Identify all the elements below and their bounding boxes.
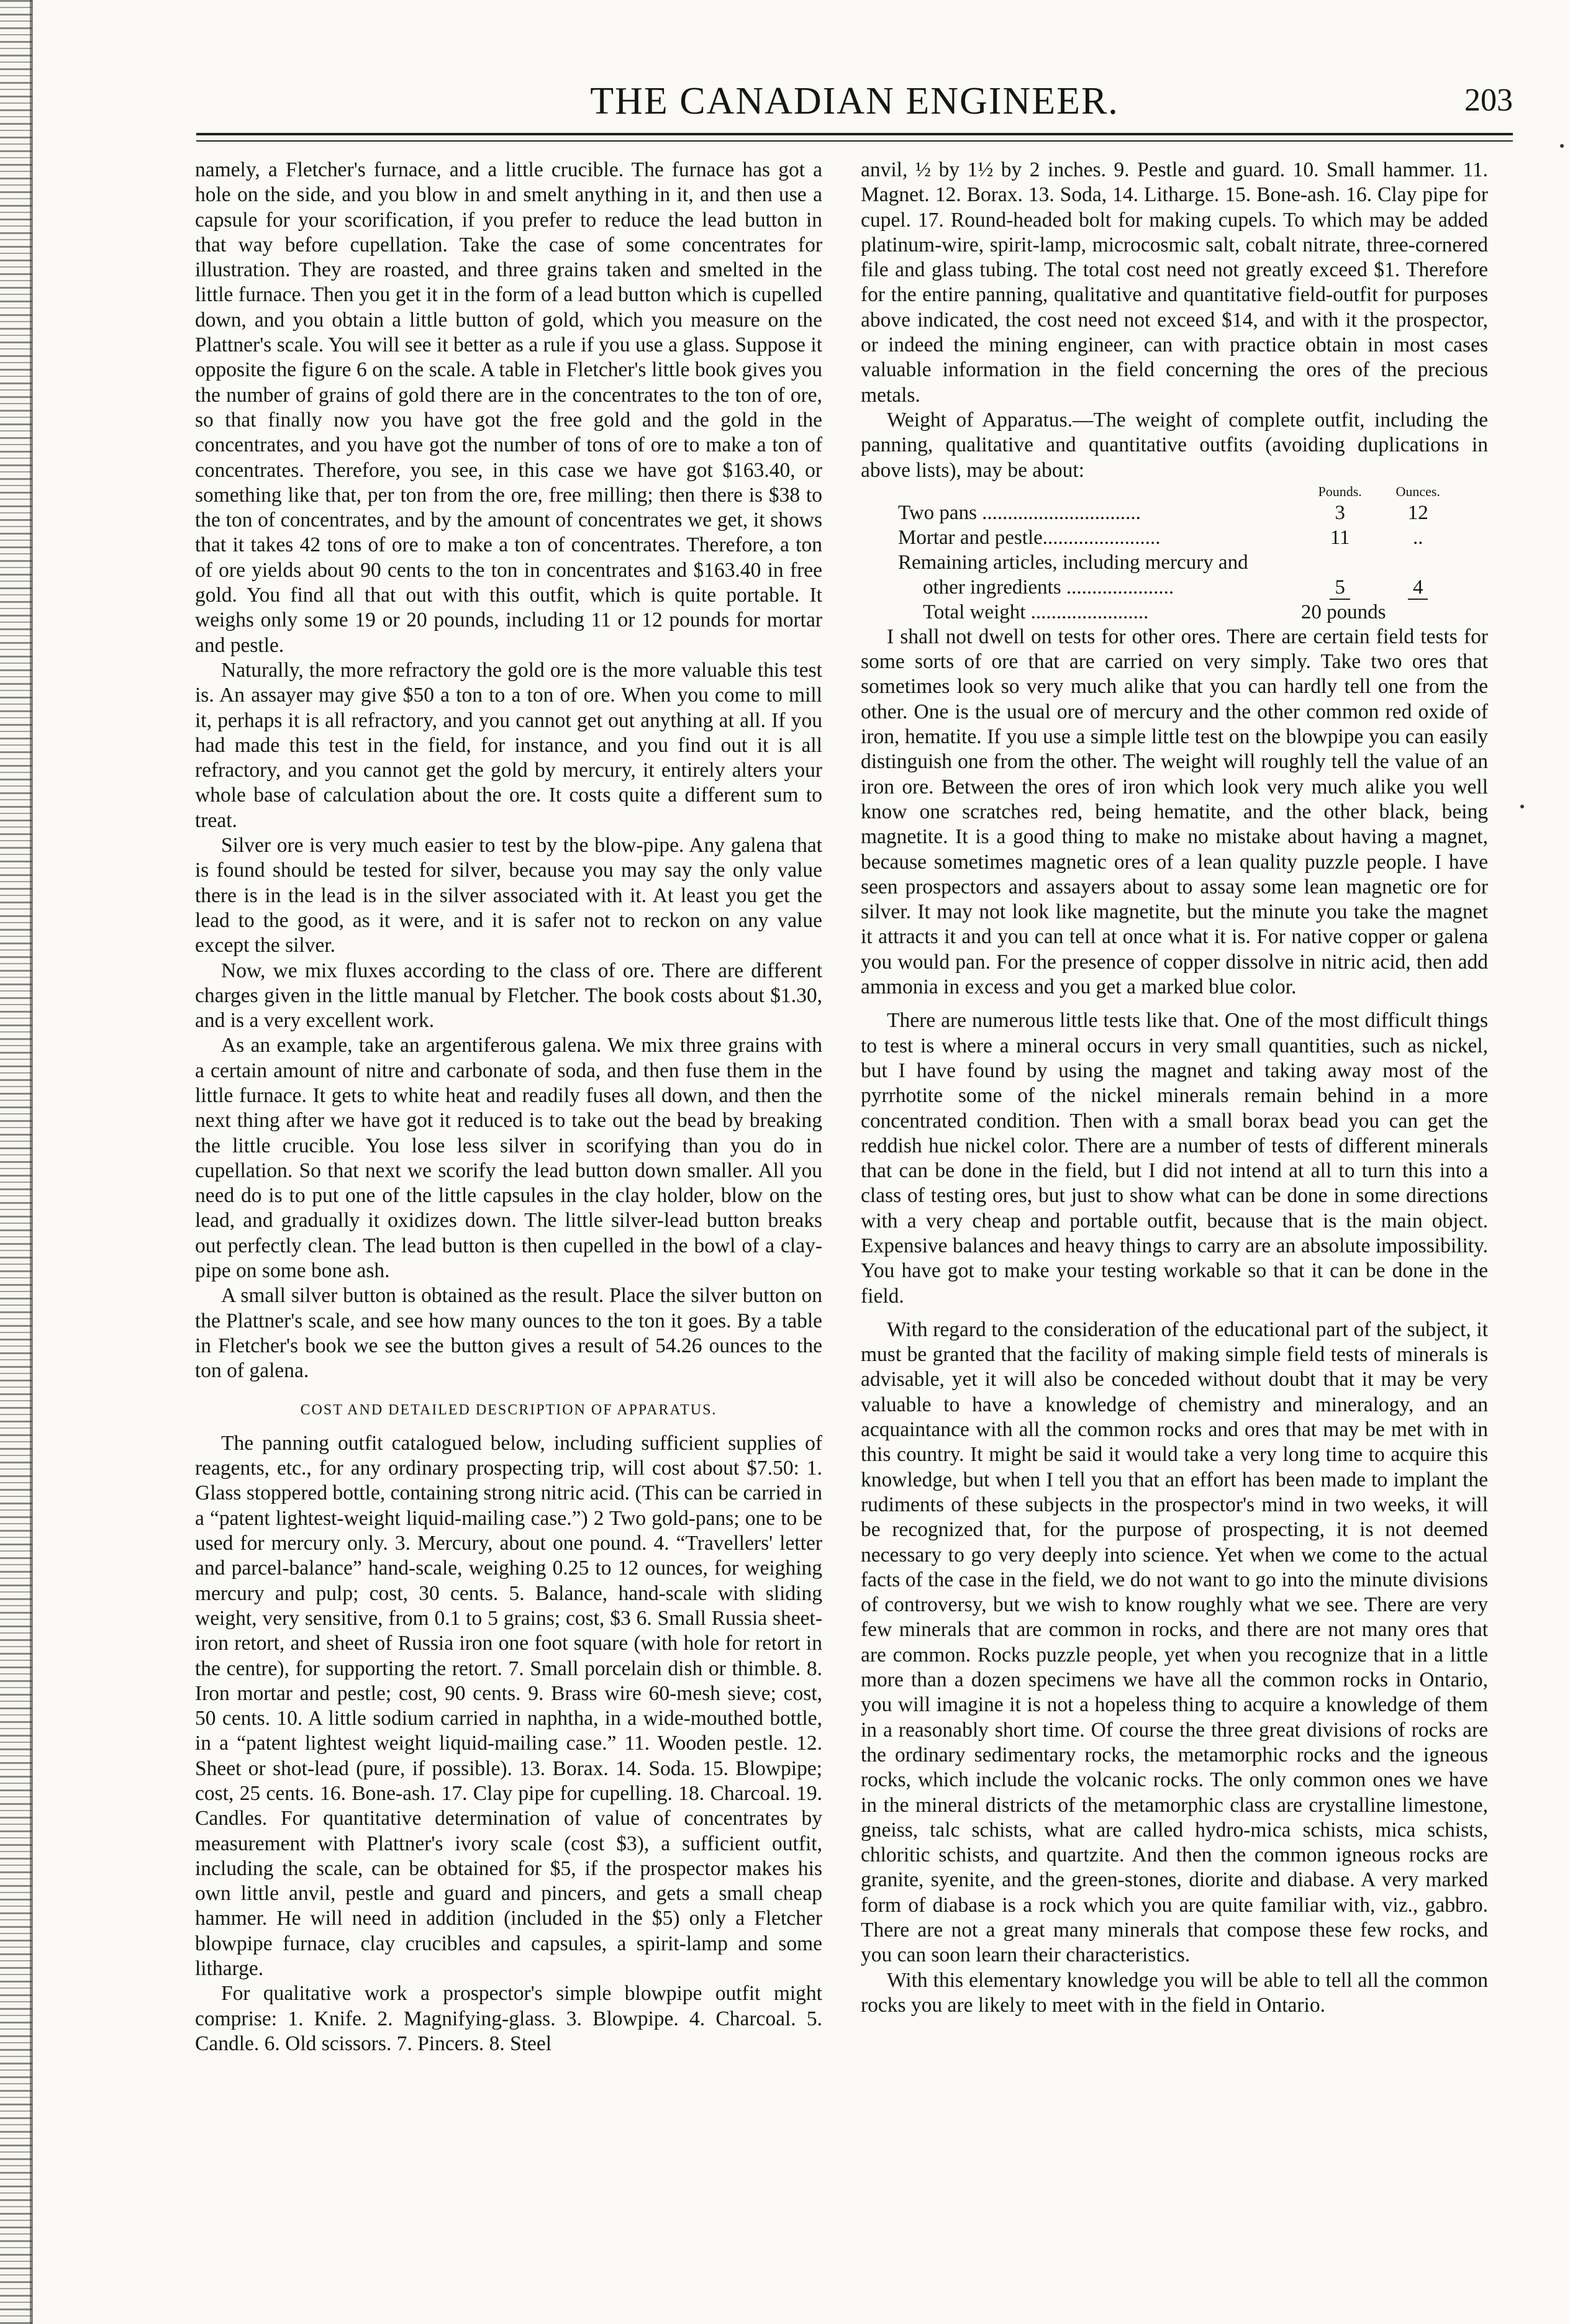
table-cell-item: other ingredients ..................... bbox=[923, 576, 1174, 599]
page-number: 203 bbox=[1464, 83, 1513, 118]
table-cell-ounces: 12 bbox=[1407, 501, 1428, 524]
paragraph: A small silver button is obtained as the result. Place the silver button on the Plattner's scale, and see how many ounces to the ton it goes. By a table in Fletcher's book we see the button gives a result of 54.26 ounces to the ton of galena. bbox=[195, 1284, 822, 1383]
table-row bbox=[898, 525, 1457, 550]
table-cell-item: Remaining articles, including mercury and bbox=[898, 551, 1248, 574]
table-cell-item: Two pans ............................... bbox=[898, 501, 1141, 524]
table-header-row bbox=[898, 483, 1457, 500]
paragraph: Weight of Apparatus.—The weight of complete outfit, including the panning, qualitative and quantitative outfits (avoiding duplications in above lists), may be about: bbox=[861, 408, 1488, 482]
paragraph: Naturally, the more refractory the gold ore is the more valuable this test is. An assayer may give $50 a ton to a ton of ore. When you come to mill it, perhaps it is all refractory, and you cannot get out anything at all. If you had made this test in the field, for instance, and you find out it is all refractory, and you cannot get the gold by mercury, it entirely alters your whole base of calculation about the ore. It costs quite a different sum to treat. bbox=[195, 658, 822, 832]
table-cell-pounds: 11 bbox=[1330, 526, 1350, 549]
column-header-pounds: Pounds. bbox=[1318, 483, 1362, 499]
paragraph: Now, we mix fluxes according to the class of ore. There are different charges given in the little manual by Fletcher. The book costs about $1.30, and is a very excellent work. bbox=[195, 959, 822, 1033]
paragraph: For qualitative work a prospector's simple blowpipe outfit might comprise: 1. Knife. 2. Magnifying-glass. 3. Blowpipe. 4. Charcoal. 5. Candle. 6. Old scissors. 7. Pincers. 8. Steel bbox=[195, 1982, 822, 2055]
print-speck bbox=[1560, 144, 1564, 148]
table-cell-pounds: 3 bbox=[1335, 501, 1345, 524]
weights-table bbox=[898, 483, 1457, 625]
paragraph: anvil, ½ by 1½ by 2 inches. 9. Pestle and guard. 10. Small hammer. 11. Magnet. 12. Borax. 13. Soda, 14. Litharge. 15. Bone-ash. 16. Clay pipe for cupel. 17. Round-headed bolt for making cupels. To which may be added platinum-wire, spirit-lamp, microcosmic salt, cobalt nitrate, three-cornered file and glass tubing. The total cost need not greatly exceed $1. Therefore for the entire panning, qualitative and quantitative field-outfit for purposes above indicated, the cost need not exceed $14, and with it the prospector, or indeed the mining engineer, can with practice obtain in most cases valuable information in the field concerning the ores of the precious metals. bbox=[861, 158, 1488, 407]
paragraph: namely, a Fletcher's furnace, and a little crucible. The furnace has got a hole on the side, and you blow in and smelt anything in it, and then use a capsule for your scorification, if you prefer to reduce the lead button in that way before cupellation. Take the case of some concentrates for illustration. They are roasted, and three grains taken and smelted in the little furnace. Then you get it in the form of a lead button which is cupelled down, and you obtain a little button of gold, which you measure on the Plattner's scale. You will see it better as a rule if you use a glass. Suppose it opposite the figure 6 on the scale. A table in Fletcher's little book gives you the number of grains of gold there are in the concentrates to the ton of ore, so that finally now you have got the free gold and the gold in the concentrates, and you have got the number of tons of ore to make a ton of concentrates. Therefore, you see, in this case we have got $163.40, or something like that, per ton from the ore, free milling; then there is $38 to the ton of concentrates, and by the amount of concentrates we get, it shows that it takes 42 tons of ore to make a ton of concentrates. Therefore, a ton of ore yields about 90 cents to the ton in concentrates and $163.40 in free gold. You find all that out with this outfit, which is quite portable. It weighs only some 19 or 20 pounds, including 11 or 12 pounds for mortar and pestle. bbox=[195, 158, 822, 657]
paragraph: There are numerous little tests like that. One of the most difficult things to test is where a mineral occurs in very small quantities, such as nickel, but I have found by using the magnet and taking away most of the pyrrhotite some of the nickel minerals remain behind in a more concentrated condition. Then with a small borax bead you can get the reddish hue nickel color. There are a number of tests of different minerals that can be done in the field, but I did not intend at all to turn this into a class of testing ores, but just to show what can be done in some directions with a very cheap and portable outfit, because that is the main object. Expensive balances and heavy things to carry are an absolute impossibility. You have got to make your testing workable so that it can be done in the field. bbox=[861, 1009, 1488, 1308]
table-cell-ounces: .. bbox=[1412, 526, 1423, 549]
table-row bbox=[898, 550, 1457, 575]
section-heading: COST AND DETAILED DESCRIPTION OF APPARATUS. bbox=[300, 1401, 717, 1418]
paragraph: With this elementary knowledge you will be able to tell all the common rocks you are likely to meet with in the field in Ontario. bbox=[861, 1968, 1488, 2017]
right-column bbox=[861, 158, 1488, 2018]
print-speck bbox=[1520, 805, 1524, 808]
paragraph: Silver ore is very much easier to test by the blow-pipe. Any galena that is found should be tested for silver, because you may say the only value there is in the lead is in the silver associated with it. At least you get the lead to the good, as it were, and it is safer not to reckon on any value except the silver. bbox=[195, 834, 822, 957]
table-cell-ounces: 4 bbox=[1408, 576, 1428, 600]
paragraph: As an example, take an argentiferous galena. We mix three grains with a certain amount of nitre and carbonate of soda, and then fuse them in the little furnace. It gets to white heat and readily fuses all down, and then the next thing after we have got it reduced is to take out the bead by breaking the little crucible. You lose less silver in scorifying than you do in cupellation. So that next we scorify the lead button down smaller. All you need do is to put one of the little capsules in the clay holder, blow on the lead, and gradually it oxidizes down. The little silver-lead button breaks out perfectly clean. The lead button is then cupelled in the bowl of a clay-pipe on some bone ash. bbox=[195, 1034, 822, 1283]
table-row bbox=[898, 575, 1457, 600]
paragraph: I shall not dwell on tests for other ores. There are certain field tests for some sorts of ore that are carried on very simply. Take two ores that sometimes look so very much alike that you can hardly tell one from the other. One is the usual ore of mercury and the other common red oxide of iron, hematite. If you use a simple little test on the blowpipe you can easily distinguish one from the other. The weight will roughly tell the value of an iron ore. Between the ores of iron which look very much alike you well know one scratches red, being hematite, and the other black, being magnetite. It is a good thing to make no mistake about having a magnet, because sometimes magnetic ores of a lean quality puzzle people. I have seen prospectors and assayers about to assay some lean magnetic ore for silver. It may not look like magnetite, but the minute you take the magnet it attracts it and you can tell at once what it is. For native copper or galena you would pan. For the presence of copper dissolve in nitric acid, then add ammonia in excess and you get a marked blue color. bbox=[861, 625, 1488, 999]
page-header bbox=[196, 79, 1513, 129]
paragraph: With regard to the consideration of the educational part of the subject, it must be granted that the facility of making simple field tests of minerals is advisable, yet it will also be conceded without doubt that it may be very valuable to have a knowledge of chemistry and mineralogy, and an acquaintance with all the common rocks and ores that may be met with in this country. It might be said it would take a very long time to acquire this knowledge, but when I tell you that an effort has been made to implant the rudiments of these subjects in the prospector's mind in two weeks, it will be recognized that, for the purpose of prospecting, it is not deemed necessary to go very deeply into science. Yet when we come to the actual facts of the case in the field, we do not want to go into the minute divisions of controversy, but we wish to know roughly what we see. There are very few minerals that are common in rocks, and there are not many ores that are common. Rocks puzzle people, yet when you recognize that in a little more than a dozen specimens we have all the common rocks in Ontario, you will imagine it is not a hopeless thing to acquire a knowledge of them in a reasonably short time. Of course the three great divisions of rocks are the ordinary sedimentary rocks, the metamorphic rocks and the igneous rocks, which include the volcanic rocks. The only common ones we have in the mineral districts of the metamorphic class are crystalline limestone, gneiss, talc schists, what are called hydro-mica schists, mica schists, chloritic schists, and quartzite. And then the common igneous rocks are granite, syenite, and the green-stones, diorite and diabase. A very marked form of diabase is a rock which you are quite familiar with, viz., gabbro. There are not a great many minerals that compose these few rocks, and you can soon learn their characteristics. bbox=[861, 1318, 1488, 1967]
total-label: Total weight ....................... bbox=[923, 600, 1149, 623]
header-rule-thick bbox=[196, 133, 1513, 135]
table-cell-item: Mortar and pestle....................... bbox=[898, 526, 1161, 549]
table-cell-pounds: 5 bbox=[1330, 576, 1350, 600]
column-header-ounces: Ounces. bbox=[1395, 483, 1440, 499]
total-value: 20 pounds bbox=[1300, 600, 1386, 623]
page-binding-edge bbox=[0, 0, 32, 2324]
table-row bbox=[898, 500, 1457, 525]
paragraph: The panning outfit catalogued below, including sufficient supplies of reagents, etc., for any ordinary prospecting trip, will cost about $7.50: 1. Glass stoppered bottle, containing strong nitric acid. (This can be carried in a “patent lightest-weight liquid-mailing case.”) 2 Two gold-pans; one to be used for mercury only. 3. Mercury, about one pound. 4. “Travellers' letter and parcel-balance” hand-scale, weighing 0.25 to 12 ounces, for weighing mercury and pulp; cost, 30 cents. 5. Balance, hand-scale with sliding weight, very sensitive, from 0.1 to 5 grains; cost, $3 6. Small Russia sheet-iron retort, and sheet of Russia iron one foot square (with hole for retort in the centre), for supporting the retort. 7. Small porcelain dish or thimble. 8. Iron mortar and pestle; cost, 90 cents. 9. Brass wire 60-mesh sieve; cost, 50 cents. 10. A little sodium carried in naphtha, in a wide-mouthed bottle, in a “patent lightest weight liquid-mailing case.” 11. Wooden pestle. 12. Sheet or shot-lead (pure, if possible). 13. Borax. 14. Soda. 15. Blowpipe; cost, 25 cents. 16. Bone-ash. 17. Clay pipe for cupelling. 18. Charcoal. 19. Candles. For quantitative determination of value of concentrates by measurement with Plattner's ivory scale (cost $3), a sufficient outfit, including the scale, can be obtained for $5, if the prospector makes his own little anvil, pestle and guard and pincers, and gets a small cheap hammer. He will need in addition (included in the $5) only a Fletcher blowpipe furnace, clay crucibles and capsules, a spirit-lamp and some litharge. bbox=[195, 1431, 822, 1981]
journal-title: THE CANADIAN ENGINEER. bbox=[590, 80, 1119, 122]
header-rule-thin bbox=[196, 140, 1513, 142]
left-column bbox=[195, 158, 822, 2056]
binding-shadow-line bbox=[30, 0, 33, 2324]
table-total-row bbox=[898, 600, 1457, 625]
